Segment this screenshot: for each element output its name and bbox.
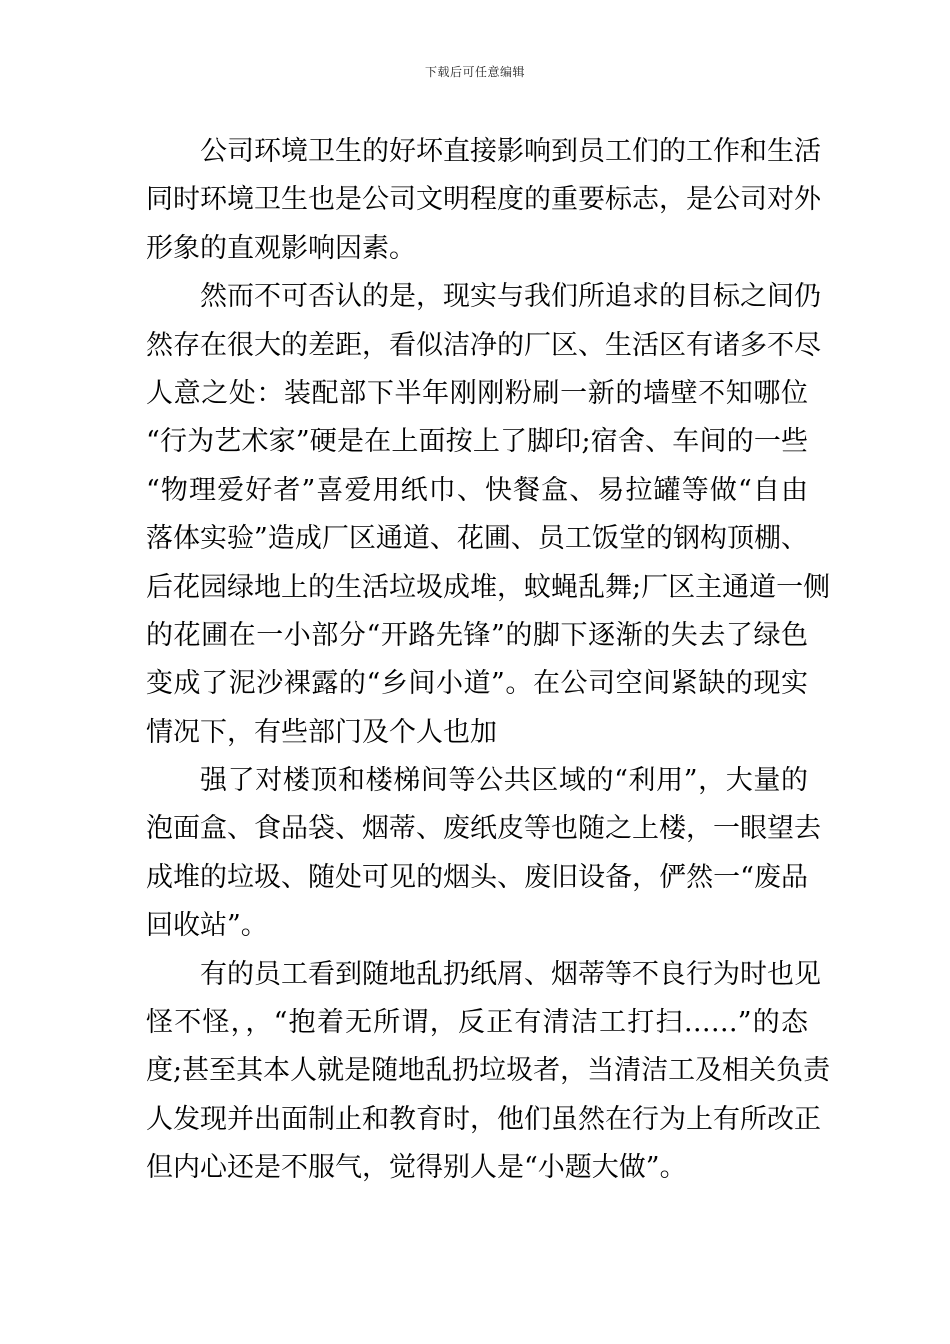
page-header: 下载后可任意编辑: [424, 65, 525, 79]
text-line: 落体实验”造成厂区通道、花圃、员工饭堂的钢构顶棚、: [146, 523, 808, 555]
text-line: 变成了泥沙裸露的“乡间小道”。在公司空间紧缺的现实: [146, 668, 808, 700]
text-line: 然而不可否认的是，现实与我们所追求的目标之间仍: [200, 281, 821, 313]
text-line: 同时环境卫生也是公司文明程度的重要标志，是公司对外: [146, 184, 821, 216]
text-line: 回收站”。: [146, 910, 268, 942]
paragraph: [146, 757, 821, 951]
paragraph: [146, 951, 831, 1193]
text-line: 强了对楼顶和楼梯间等公共区域的“利用”，大量的: [200, 765, 808, 797]
text-line: 度;甚至其本人就是随地乱扔垃圾者，当清洁工及相关负责: [146, 1055, 831, 1087]
text-line: 的花圃在一小部分“开路先锋”的脚下逐渐的失去了绿色: [146, 619, 808, 651]
text-line: 后花园绿地上的生活垃圾成堆，蚊蝇乱舞;厂区主通道一侧: [146, 571, 831, 603]
text-line: “行为艺术家”硬是在上面按上了脚印;宿舍、车间的一些: [146, 426, 808, 458]
text-line: 情况下，有些部门及个人也加: [146, 716, 497, 748]
text-line: 人发现并出面制止和教育时，他们虽然在行为上有所改正: [146, 1103, 821, 1135]
text-line: “物理爱好者”喜爱用纸巾、快餐盒、易拉罐等做“自由: [146, 474, 808, 506]
text-line: 但内心还是不服气，觉得别人是“小题大做”。: [146, 1152, 687, 1184]
text-line: 有的员工看到随地乱扔纸屑、烟蒂等不良行为时也见: [200, 958, 821, 990]
paragraph: [146, 273, 831, 757]
paragraph: [146, 128, 821, 273]
text-line: 然存在很大的差距，看似洁净的厂区、生活区有诸多不尽: [146, 329, 821, 361]
text-line: 人意之处：装配部下半年刚刚粉刷一新的墙壁不知哪位: [146, 377, 808, 409]
text-line: 泡面盒、食品袋、烟蒂、废纸皮等也随之上楼，一眼望去: [146, 813, 821, 845]
text-line: 形象的直观影响因素。: [146, 232, 416, 264]
text-line: 怪不怪，，“抱着无所谓，反正有清洁工打扫……”的态: [146, 1007, 808, 1039]
text-line: 公司环境卫生的好坏直接影响到员工们的工作和生活: [200, 136, 821, 167]
text-line: 成堆的垃圾、随处可见的烟头、废旧设备，俨然一“废品: [146, 861, 808, 893]
document-body: [146, 128, 831, 1193]
